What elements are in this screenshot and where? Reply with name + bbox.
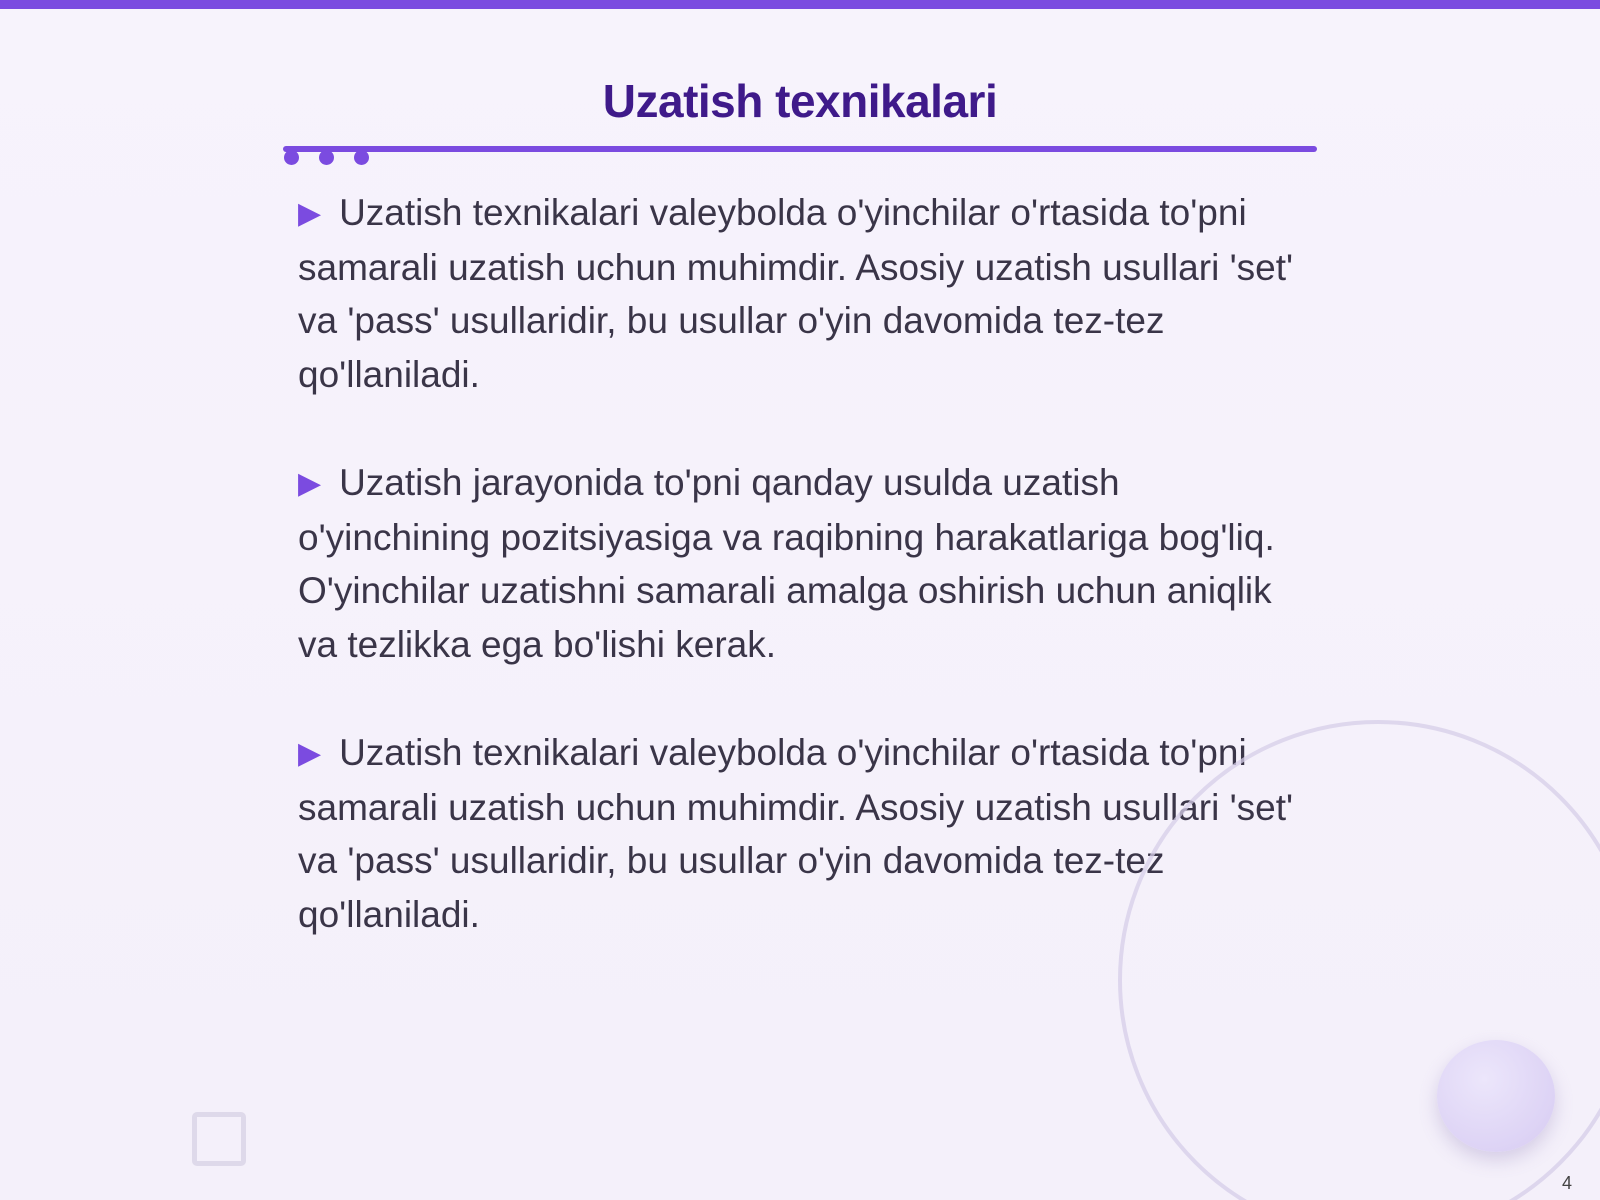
triangle-bullet-icon: ▶ xyxy=(298,197,322,230)
title-underline xyxy=(283,146,1317,152)
page-number: 4 xyxy=(1561,1173,1572,1193)
title-dot-3 xyxy=(354,150,369,165)
title-dot-2 xyxy=(319,150,334,165)
bullet-item xyxy=(298,456,1308,671)
bullet-text: Uzatish jarayonida to'pni qanday usulda uzatish o'yinchining pozitsiyasiga va raqibning harakatlariga bog'liq. O'yinchilar uzatishni samarali amalga oshirish uchun aniqlik va tezlikka ega bo'lishi kerak. xyxy=(298,462,1275,665)
bullet-text: Uzatish texnikalari valeybolda o'yinchilar o'rtasida to'pni samarali uzatish uchun muhimdir. Asosiy uzatish usullari 'set' va 'pass' usullaridir, bu usullar o'yin davomida tez-tez qo'llaniladi. xyxy=(298,732,1294,935)
slide-title: Uzatish texnikalari xyxy=(602,75,998,127)
decorative-square xyxy=(192,1112,246,1166)
bullet-item xyxy=(298,186,1308,401)
triangle-bullet-icon: ▶ xyxy=(298,467,322,500)
top-accent-bar xyxy=(0,0,1600,9)
decorative-circle xyxy=(1437,1040,1555,1152)
bullet-text: Uzatish texnikalari valeybolda o'yinchilar o'rtasida to'pni samarali uzatish uchun muhimdir. Asosiy uzatish usullari 'set' va 'pass' usullaridir, bu usullar o'yin davomida tez-tez qo'llaniladi. xyxy=(298,192,1294,395)
title-dot-1 xyxy=(284,150,299,165)
triangle-bullet-icon: ▶ xyxy=(298,737,322,770)
